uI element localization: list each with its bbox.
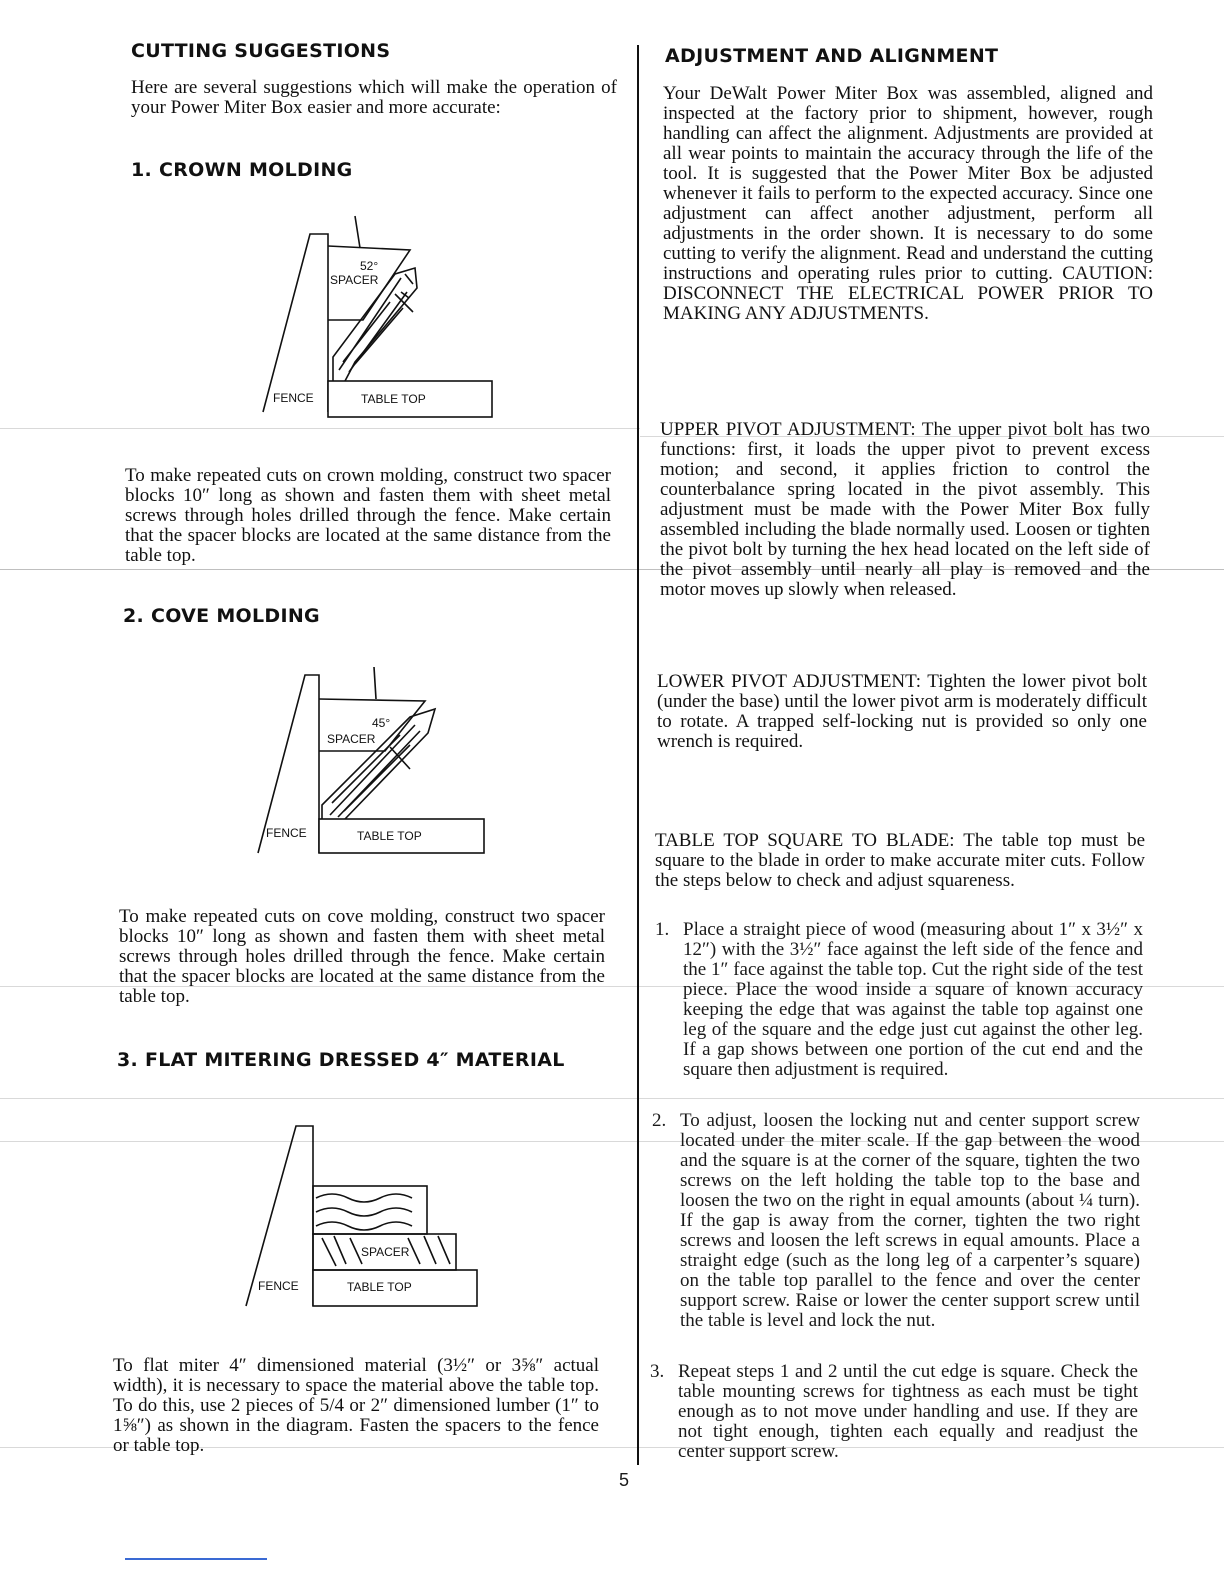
cove-spacer-label: SPACER [327,732,376,746]
cove-angle-label: 45° [372,716,391,730]
adjustment-heading: ADJUSTMENT AND ALIGNMENT [665,45,999,67]
page-number: 5 [618,1470,629,1490]
list-item [650,1362,1140,1472]
lumber-board [313,1186,427,1234]
cove-molding-diagram [250,665,495,860]
cutting-suggestions-intro: Here are several suggestions which will make the operation of your Power Miter Box easier and more accurate: [131,77,617,118]
cutting-suggestions-heading: CUTTING SUGGESTIONS [131,40,391,62]
scan-line [0,428,640,429]
step-text: Repeat steps 1 and 2 until the cut edge is square. Check the table mounting screws for tightness as each must be tight enough as to not move under handling and use. If they are not tight enough, tighten each equally and readjust the center support screw. [678,1361,1138,1462]
upper-pivot-text: UPPER PIVOT ADJUSTMENT: The upper pivot bolt has two functions: first, it loads the upper pivot to prevent excess motion; and second, it applies friction to control the counterbalance spring located in the pivot assembly. This adjustment must be made with the Power Miter Box fully assembled including the blade normally used. Loosen or tighten the pivot bolt by turning the hex head located on the left side of the pivot assembly until nearly all play is removed and the motor moves up slowly when released. [660,419,1150,600]
adjustment-text: Your DeWalt Power Miter Box was assembled, aligned and inspected at the factory prior to shipment, however, rough handling can affect the alignment. Adjustments are provided at all wear points to maintain the accuracy through the life of the tool. It is suggested that the Power Miter Box be adjusted whenever it fails to perform to the expected accuracy. Since one adjustment can affect another adjustment, perform all adjustments in the order shown. It is necessary to do some cutting to verify the alignment. Read and understand the cutting instructions and operating rules prior to cutting. CAUTION: DISCONNECT THE ELECTRICAL POWER PRIOR TO MAKING ANY ADJUSTMENTS. [663,83,1153,324]
step-text: Place a straight piece of wood (measuring about 1″ x 3½″ x 12″) with the 3½″ face against the left side of the fence and the 1″ face against the table top. Cut the right side of the test piece. Place the wood inside a square of known accuracy keeping the edge that was against the table top against one leg of the square and the edge just cut against the other leg. If a gap shows between one portion of the cut end and the square then adjustment is required. [683,919,1143,1080]
step-text: To adjust, loosen the locking nut and center support screw located under the miter scale. If the gap between the wood and the square is at the corner of the square, tighten the two screws on the left holding the table top to the base and loosen the two on the right in equal amounts (about ¼ turn). If the gap is away from the corner, tighten the two right screws and loosen the left screws in equal amounts. Place a straight edge (such as the long leg of a carpenter’s square) on the table top parallel to the fence and over the center support screw. Raise or lower the center support screw until the table is level and lock the nut. [680,1110,1140,1331]
cove-molding-text: To make repeated cuts on cove molding, construct two spacer blocks 10″ long as shown and fasten them with sheet metal screws through holes drilled through the fence. Make certain that the spacer blocks are located at the same distance from the table top. [119,906,605,1007]
crown-molding-diagram [255,212,500,422]
scan-edge-mark [125,1558,267,1560]
crown-molding-heading: 1. CROWN MOLDING [131,159,353,181]
cove-table-top-label: TABLE TOP [357,829,422,843]
flat-spacer-label: SPACER [361,1245,410,1259]
flat-fence-label: FENCE [258,1279,299,1293]
lower-pivot-text: LOWER PIVOT ADJUSTMENT: Tighten the lower pivot bolt (under the base) until the lower pivot arm is moderately difficult to rotate. A trapped self-locking nut is provided so only one wrench is required. [657,671,1147,752]
flat-mitering-text: To flat miter 4″ dimensioned material (3½″ or 3⅝″ actual width), it is necessary to space the material above the table top. To do this, use 2 pieces of 5/4 or 2″ dimensioned lumber (1″ to 1⅝″) as shown in the diagram. Fasten the spacers to the fence or table top. [113,1355,599,1456]
crown-angle-label: 52° [360,259,379,273]
list-item [652,1111,1142,1351]
step-number: 3. [650,1361,665,1382]
step-number: 2. [652,1110,667,1131]
crown-fence-label: FENCE [273,391,314,405]
flat-table-top-label: TABLE TOP [347,1280,412,1294]
column-divider [637,45,639,1465]
fence-board [263,234,328,412]
flat-mitering-diagram [240,1118,485,1313]
table-top-square-text: TABLE TOP SQUARE TO BLADE: The table top must be square to the blade in order to make accurate miter cuts. Follow the steps below to check and adjust squareness. [655,830,1145,891]
crown-table-top-label: TABLE TOP [361,392,426,406]
crown-molding-text: To make repeated cuts on crown molding, construct two spacer blocks 10″ long as shown and fasten them with sheet metal screws through holes drilled through the fence. Make certain that the spacer blocks are located at the same distance from the table top. [125,465,611,566]
cove-molding-heading: 2. COVE MOLDING [123,605,320,627]
cove-fence-label: FENCE [266,826,307,840]
flat-mitering-heading: 3. FLAT MITERING DRESSED 4″ MATERIAL [117,1049,565,1071]
list-item [655,920,1145,1100]
step-number: 1. [655,919,670,940]
crown-spacer-label: SPACER [330,273,379,287]
